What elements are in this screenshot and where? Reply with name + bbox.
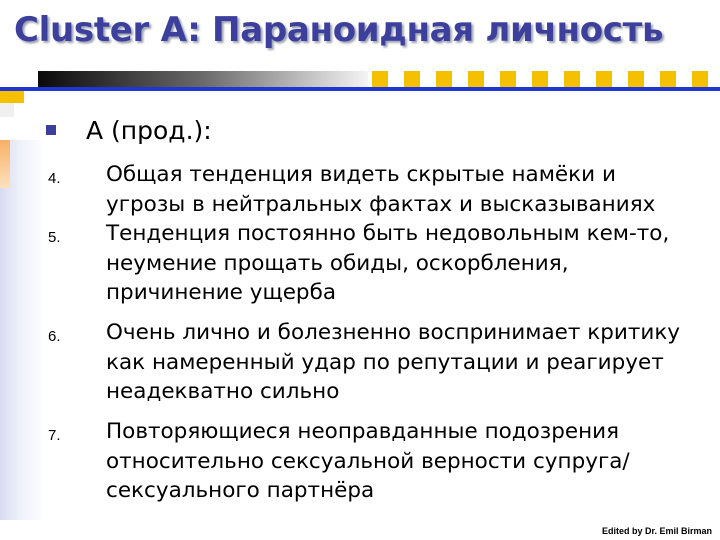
subhead-bullet — [46, 112, 212, 148]
list-item — [106, 318, 712, 407]
side-gradient-strip — [0, 140, 44, 520]
list-item — [106, 219, 712, 308]
list-number: 4. — [48, 170, 61, 187]
list-item-line: Повторяющиеся неоправданные подозрения — [106, 419, 620, 444]
list-item-line: как намеренный удар по репутации и реагирует — [106, 349, 664, 375]
list-item-line: Тенденция постоянно быть недовольным кем-то, — [106, 221, 670, 246]
list-item-line: сексуального партнёра — [106, 478, 375, 503]
title-divider — [0, 71, 720, 117]
footer-credit: Edited by Dr. Emil Birman — [601, 526, 712, 536]
list-item-line: относительно сексуальной верности супруга/ — [106, 448, 630, 474]
list-item-line: неадекватно сильно — [106, 379, 340, 404]
list-item-line: Общая тенденция видеть скрытые намёки и — [106, 162, 616, 187]
divider-blue-bar — [0, 87, 720, 91]
list-item — [106, 417, 712, 506]
list-item-line: Очень лично и болезненно воспринимает критику — [106, 320, 681, 345]
slide-title: Cluster A: Параноидная личность — [14, 10, 664, 50]
square-bullet-icon — [46, 125, 56, 135]
divider-gold-left — [0, 91, 24, 103]
list-item-line: неумение прощать обиды, оскорбления, — [106, 250, 569, 276]
divider-left-accent — [0, 103, 14, 117]
side-orange-accent — [0, 140, 10, 188]
list-number: 7. — [48, 427, 61, 444]
list-item-line: угрозы в нейтральных фактах и высказываниях — [106, 191, 656, 217]
list-item — [106, 160, 712, 219]
subhead-text: А (прод.): — [86, 115, 212, 145]
list-number: 5. — [48, 229, 61, 246]
divider-dark-gradient — [38, 71, 368, 87]
list-number: 6. — [48, 328, 61, 345]
list-item-line: причинение ущерба — [106, 280, 337, 305]
